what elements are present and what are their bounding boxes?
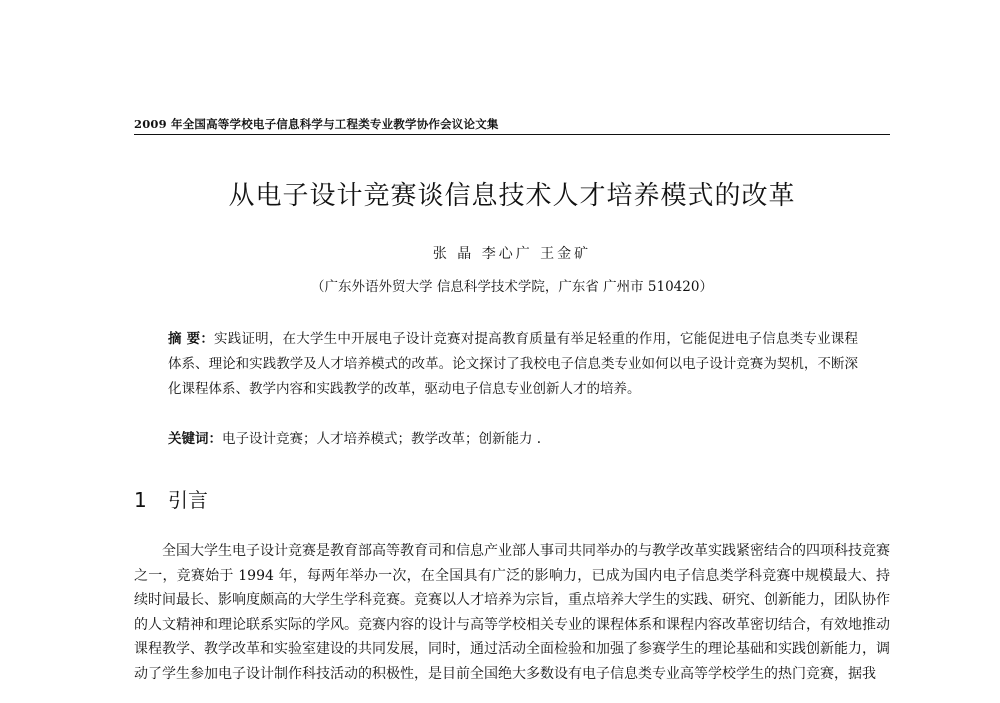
body-paragraph: 全国大学生电子设计竞赛是教育部高等教育司和信息产业部人事司共同举办的与教学改革实践紧密结合的四项科技竞赛之一，竞赛始于 1994 年，每两年举办一次，在全国具有广泛的影响力，已成为国内电子信息类学科竞赛中规模最大、持续时间最长、影响度颇高的大学生学科竞赛。竞赛以人才培养为宗旨，重点培养大学生的实践、研究、创新能力，团队协作的人文精神和理论联系实际的学风。竞赛内容的设计与高等学校相关专业的课程体系和课程内容改革密切结合，有效地推动课程教学、教学改革和实验室建设的共同发展，同时，通过活动全面检验和加强了参赛学生的理论基础和实践创新能力，调动了学生参加电子设计制作科技活动的积极性，是目前全国绝大多数设有电子信息类专业高等学校学生的热门竞赛，据我 xyxy=(134,543,890,682)
section-heading xyxy=(134,485,208,515)
section-title: 引言 xyxy=(168,488,208,512)
abstract-text: 实践证明，在大学生中开展电子设计竞赛对提高教育质量有举足轻重的作用，它能促进电子信息类专业课程体系、理论和实践教学及人才培养模式的改革。论文探讨了我校电子信息类专业如何以电子设计竞赛为契机，不断深化课程体系、教学内容和实践教学的改革，驱动电子信息专业创新人才的培养。 xyxy=(168,331,859,397)
section-number: 1 xyxy=(134,488,147,512)
keywords xyxy=(168,427,858,452)
paper-title: 从电子设计竞赛谈信息技术人才培养模式的改革 xyxy=(228,181,796,211)
author-list: 张 晶 李心广 王金矿 xyxy=(432,246,592,262)
abstract xyxy=(168,327,858,402)
running-header: 2009 年全国高等学校电子信息科学与工程类专业教学协作会议论文集 xyxy=(134,117,499,131)
keywords-text: 电子设计竞赛；人才培养模式；教学改革；创新能力 . xyxy=(222,431,542,447)
header-rule xyxy=(134,134,890,135)
author-affiliation: （广东外语外贸大学 信息科学技术学院，广东省 广州市 510420） xyxy=(311,279,713,295)
keywords-label: 关键词： xyxy=(168,431,222,447)
abstract-label: 摘 要： xyxy=(168,331,215,347)
